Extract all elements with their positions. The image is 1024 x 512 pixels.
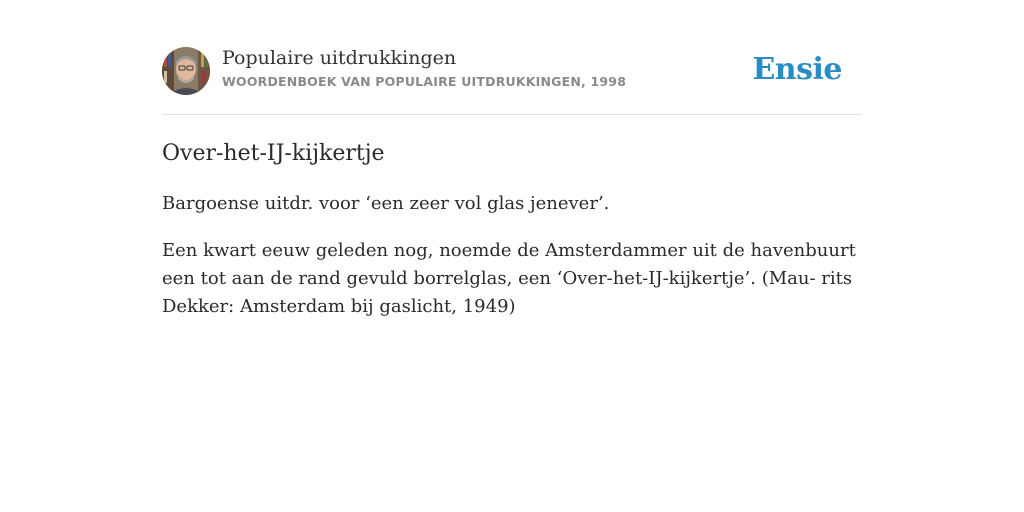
author-avatar[interactable]: [162, 47, 210, 95]
entry-paragraph: Bargoense uitdr. voor ‘een zeer vol glas jenever’.: [162, 193, 610, 214]
source-info: [222, 46, 626, 90]
entry-card: [162, 44, 862, 321]
author-portrait-icon: [162, 47, 210, 95]
source-subtitle[interactable]: WOORDENBOEK VAN POPULAIRE UITDRUKKINGEN, 1998: [222, 74, 627, 89]
ensie-logo[interactable]: Ensie: [752, 52, 842, 87]
entry-body: [162, 190, 862, 321]
entry-header: [162, 44, 862, 115]
source-title[interactable]: Populaire uitdrukkingen: [222, 47, 457, 69]
entry-paragraph: Een kwart eeuw geleden nog, noemde de Amsterdammer uit de havenbuurt een tot aan de rand gevuld borrelglas, een ‘Over-het-IJ-kijkertje’. (Mau- rits Dekker: Amsterdam bij gaslicht, 1949): [162, 240, 856, 317]
entry-title: Over-het-IJ-kijkertje: [162, 141, 385, 166]
